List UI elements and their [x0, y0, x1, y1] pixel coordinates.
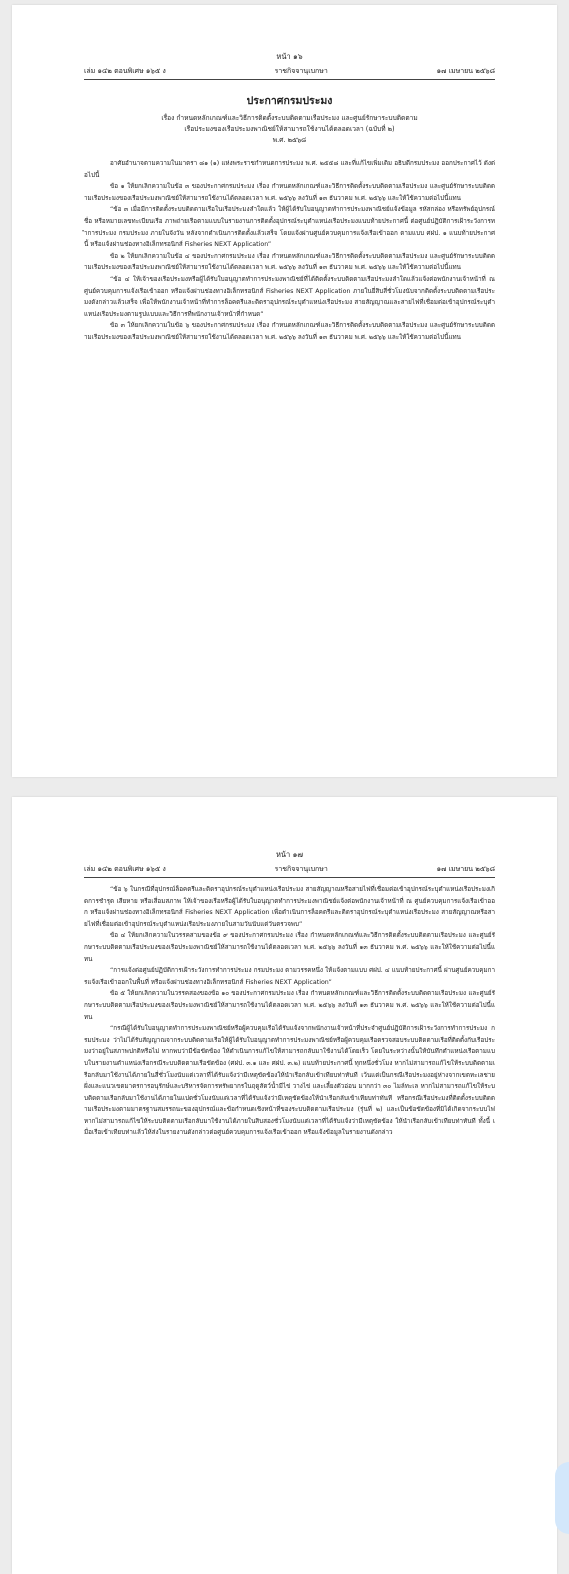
- publication-date: ๑๗ เมษายน ๒๕๖๘: [436, 865, 495, 873]
- paragraph: ข้อ ๑ ให้ยกเลิกความในข้อ ๓ ของประกาศกรมประมง เรื่อง กำหนดหลักเกณฑ์และวิธีการติดตั้งระบบติดตามเรือประมง และศูนย์รักษาระบบติดตามเรือประมงของเรือประมงพาณิชย์ให้สามารถใช้งานได้ตลอดเวลา พ.ศ. ๒๕๖๖ ลงวันที่ ๑๓ ธันวาคม พ.ศ. ๒๕๖๖ และให้ใช้ความต่อไปนี้แทน: [84, 183, 495, 202]
- volume-issue: เล่ม ๑๔๒ ตอนพิเศษ ๑๖๕ ง: [84, 67, 166, 75]
- paragraph: “ข้อ ๖ ในกรณีที่อุปกรณ์ล็อคตรีและติดราอุปกรณ์ระบุตำแหน่งเรือประมง สายสัญญาณหรือสายไฟที่เชื่อมต่อเข้าอุปกรณ์ระบุตำแหน่งเรือประมงเกิดการชำรุด เสียหาย หรือเสื่อมสภาพ ให้เจ้าของเรือหรือผู้ได้รับใบอนุญาตทำการประมงพาณิชย์แจ้งต่อพนักงานเจ้าหน้าที่ ณ ศูนย์ควบคุมการแจ้งเรือเข้าออก หรือแจ้งผ่านช่องทางอิเล็กทรอนิกส์ Fisheries NEXT Application เพื่อดำเนินการล็อคตรีและติดราอุปกรณ์ระบุตำแหน่งเรือประมง สายสัญญาณหรือสายไฟที่เชื่อมต่อเข้าอุปกรณ์ระบุตำแหน่งเรือประมงภายในสามวันนับแต่วันตรวจพบ”: [84, 886, 495, 928]
- page-number: หน้า ๑๖: [276, 52, 303, 61]
- document-page-2: [12, 797, 557, 1574]
- paragraph: “การแจ้งต่อศูนย์ปฏิบัติการเฝ้าระวังการทำการประมง กรมประมง ตามวรรคหนึ่ง ให้แจ้งตามแบบ ศฝป. ๔ แนบท้ายประกาศนี้ ผ่านศูนย์ควบคุมการแจ้งเรือเข้าออกในพื้นที่ หรือแจ้งผ่านช่องทางอิเล็กทรอนิกส์ Fisheries NEXT Application”: [84, 967, 495, 986]
- paragraph: อาศัยอำนาจตามความในมาตรา ๘๑ (๑) แห่งพระราชกำหนดการประมง พ.ศ. ๒๕๕๘ และที่แก้ไขเพิ่มเติม อธิบดีกรมประมง ออกประกาศไว้ ดังต่อไปนี้: [84, 160, 495, 179]
- page-number: หน้า ๑๗: [275, 850, 304, 859]
- paragraph: “กรณีผู้ได้รับใบอนุญาตทำการประมงพาณิชย์หรือผู้ควบคุมเรือได้รับแจ้งจากพนักงานเจ้าหน้าที่ประจำศูนย์ปฏิบัติการเฝ้าระวังการทำการประมง กรมประมง ว่าไม่ได้รับสัญญาณจากระบบติดตามเรือให้ผู้ได้รับใบอนุญาตทำการประมงพาณิชย์หรือผู้ควบคุมเรือตรวจสอบระบบติดตามเรือที่ติดตั้งกับเรือประมงว่าอยู่ในสภาพปกติหรือไม่ หากพบว่ามีข้อขัดข้อง ให้ดำเนินการแก้ไขให้สามารถกลับมาใช้งานได้โดยเร็ว โดยในระหว่างนั้นให้บันทึกตำแหน่งเรือตามแบบในรายงานตำแหน่งเรือกรณีระบบติดตามเรือขัดข้อง (ศฝป. ๓.๑ และ ศฝป. ๓.๒) แนบท้ายประกาศนี้ ทุกหนึ่งชั่วโมง หากไม่สามารถแก้ไขให้ระบบติดตามเรือกลับมาใช้งานได้ภายในสี่ชั่วโมงนับแต่เวลาที่ได้รับแจ้งว่ามีเหตุขัดข้องให้นำเรือกลับเข้าเทียบท่าทันที เว้นแต่เป็นกรณีเรือประมงอยู่ห่างจากเขตทะเลชายฝั่งและแนวเขตมาตรการอนุรักษ์และบริหารจัดการทรัพยากรในฤดูสัตว์น้ำมีไข่ วางไข่ และเลี้ยงตัวอ่อน มากกว่า ๓๐ ไมล์ทะเล หากไม่สามารถแก้ไขให้ระบบติดตามเรือกลับมาใช้งานได้ภายในแปดชั่วโมงนับแต่เวลาที่ได้รับแจ้งว่ามีเหตุขัดข้องให้นำเรือกลับเข้าเทียบท่าทันที หรือกรณีเรือประมงที่ติดตั้งระบบติดตามเรือประมงตามมาตรฐานสมรรถนะของอุปกรณ์และข้อกำหนดเชิงหน้าที่ของระบบติดตามเรือประมง (รุ่นที่ ๒) และเป็นข้อขัดข้องที่มิได้เกิดจากระบบไฟ หากไม่สามารถแก้ไขให้ระบบติดตามเรือกลับมาใช้งานได้ภายในสิบสองชั่วโมงนับแต่เวลาที่ได้รับแจ้งว่ามีเหตุขัดข้อง ให้นำเรือกลับเข้าเทียบท่าทันที ทั้งนี้ เมื่อเรือเข้าเทียบท่าแล้วให้ส่งในรายงานดังกล่าวต่อศูนย์ควบคุมการแจ้งเรือเข้าออก หรือแจ้งข้อมูลในรายงานดังกล่าว: [84, 1025, 495, 1137]
- gazette-name: ราชกิจจานุเบกษา: [274, 67, 328, 75]
- publication-date: ๑๗ เมษายน ๒๕๖๘: [436, 67, 495, 75]
- floating-action-button[interactable]: [555, 1462, 569, 1534]
- document-body: [84, 884, 495, 1139]
- paragraph: “ข้อ ๔ ให้เจ้าของเรือประมงหรือผู้ได้รับใบอนุญาตทำการประมงพาณิชย์ที่ได้ติดตั้งระบบติดตามเรือประมงลำใดแล้วแจ้งต่อพนักงานเจ้าหน้าที่ ณ ศูนย์ควบคุมการแจ้งเรือเข้าออก หรือแจ้งผ่านช่องทางอิเล็กทรอนิกส์ Fisheries NEXT Application ภายในยี่สิบสี่ชั่วโมงนับจากติดตั้งระบบติดตามเรือประมงดังกล่าวแล้วเสร็จ เพื่อให้พนักงานเจ้าหน้าที่ทำการล็อคตรีและติดราอุปกรณ์ระบุตำแหน่งเรือประมง สายสัญญาณและสายไฟที่เชื่อมต่อเข้าอุปกรณ์ระบุตำแหน่งเรือประมงตามรูปแบบและวิธีการที่พนักงานเจ้าหน้าที่กำหนด”: [84, 275, 495, 318]
- paragraph: “ข้อ ๓ เมื่อมีการติดตั้งระบบติดตามเรือในเรือประมงลำใดแล้ว ให้ผู้ได้รับใบอนุญาตทำการประมงพาณิชย์แจ้งข้อมูล รหัสกล่อง หรือทรัพย์อุปกรณ์ ชื่อ หรือหมายเลขทะเบียนเรือ ภาพถ่ายเรือตามแบบในรายงานการติดตั้งอุปกรณ์ระบุตำแหน่งเรือประมงแนบท้ายประกาศนี้ ต่อศูนย์ปฏิบัติการเฝ้าระวังการทำการประมง กรมประมง ภายในจังวัน หลังจากดำเนินการติดตั้งแล้วเสร็จ โดยแจ้งผ่านศูนย์ควบคุมการแจ้งเรือเข้าออก ตามแบบ ศฝป. ๑ แนบท้ายประกาศนี้ หรือแจ้งผ่านช่องทางอิเล็กทรอนิกส์ Fisheries NEXT Application”: [84, 206, 495, 249]
- subject-year: พ.ศ. ๒๕๖๘: [272, 136, 307, 144]
- gazette-name: ราชกิจจานุเบกษา: [274, 865, 328, 873]
- volume-issue: เล่ม ๑๔๒ ตอนพิเศษ ๑๖๕ ง: [84, 865, 166, 873]
- subject-line: เรื่อง กำหนดหลักเกณฑ์และวิธีการติดตั้งระบบติดตามเรือประมง และศูนย์รักษาระบบติดตาม: [161, 114, 418, 122]
- paragraph: ข้อ ๓ ให้ยกเลิกความในข้อ ๖ ของประกาศกรมประมง เรื่อง กำหนดหลักเกณฑ์และวิธีการติดตั้งระบบติดตามเรือประมง และศูนย์รักษาระบบติดตามเรือประมงของเรือประมงพาณิชย์ให้สามารถใช้งานได้ตลอดเวลา พ.ศ. ๒๕๖๖ ลงวันที่ ๑๓ ธันวาคม พ.ศ. ๒๕๖๖ และให้ใช้ความต่อไปนี้แทน: [84, 322, 495, 341]
- document-body: [84, 158, 495, 344]
- document-page-1: [12, 5, 557, 777]
- subject-line: เรือประมงของเรือประมงพาณิชย์ให้สามารถใช้งานได้ตลอดเวลา (ฉบับที่ ๒): [184, 125, 395, 133]
- running-header: [84, 66, 495, 80]
- paragraph: ข้อ ๕ ให้ยกเลิกความในวรรคสองของข้อ ๑๐ ของประกาศกรมประมง เรื่อง กำหนดหลักเกณฑ์และวิธีการติดตั้งระบบติดตามเรือประมง และศูนย์รักษาระบบติดตามเรือประมงของเรือประมงพาณิชย์ให้สามารถใช้งานได้ตลอดเวลา พ.ศ. ๒๕๖๖ ลงวันที่ ๑๓ ธันวาคม พ.ศ. ๒๕๖๖ และให้ใช้ความต่อไปนี้แทน: [84, 990, 495, 1021]
- announcement-title: ประกาศกรมประมง: [246, 95, 333, 107]
- paragraph: ข้อ ๔ ให้ยกเลิกความในวรรคสามของข้อ ๙ ของประกาศกรมประมง เรื่อง กำหนดหลักเกณฑ์และวิธีการติดตั้งระบบติดตามเรือประมง และศูนย์รักษาระบบติดตามเรือประมงของเรือประมงพาณิชย์ให้สามารถใช้งานได้ตลอดเวลา พ.ศ. ๒๕๖๖ ลงวันที่ ๑๓ ธันวาคม พ.ศ. ๒๕๖๖ และให้ใช้ความต่อไปนี้แทน: [84, 932, 495, 963]
- running-header: [84, 864, 495, 878]
- paragraph: ข้อ ๒ ให้ยกเลิกความในข้อ ๔ ของประกาศกรมประมง เรื่อง กำหนดหลักเกณฑ์และวิธีการติดตั้งระบบติดตามเรือประมง และศูนย์รักษาระบบติดตามเรือประมงของเรือประมงพาณิชย์ให้สามารถใช้งานได้ตลอดเวลา พ.ศ. ๒๕๖๖ ลงวันที่ ๑๓ ธันวาคม พ.ศ. ๒๕๖๖ และให้ใช้ความต่อไปนี้แทน: [84, 252, 495, 272]
